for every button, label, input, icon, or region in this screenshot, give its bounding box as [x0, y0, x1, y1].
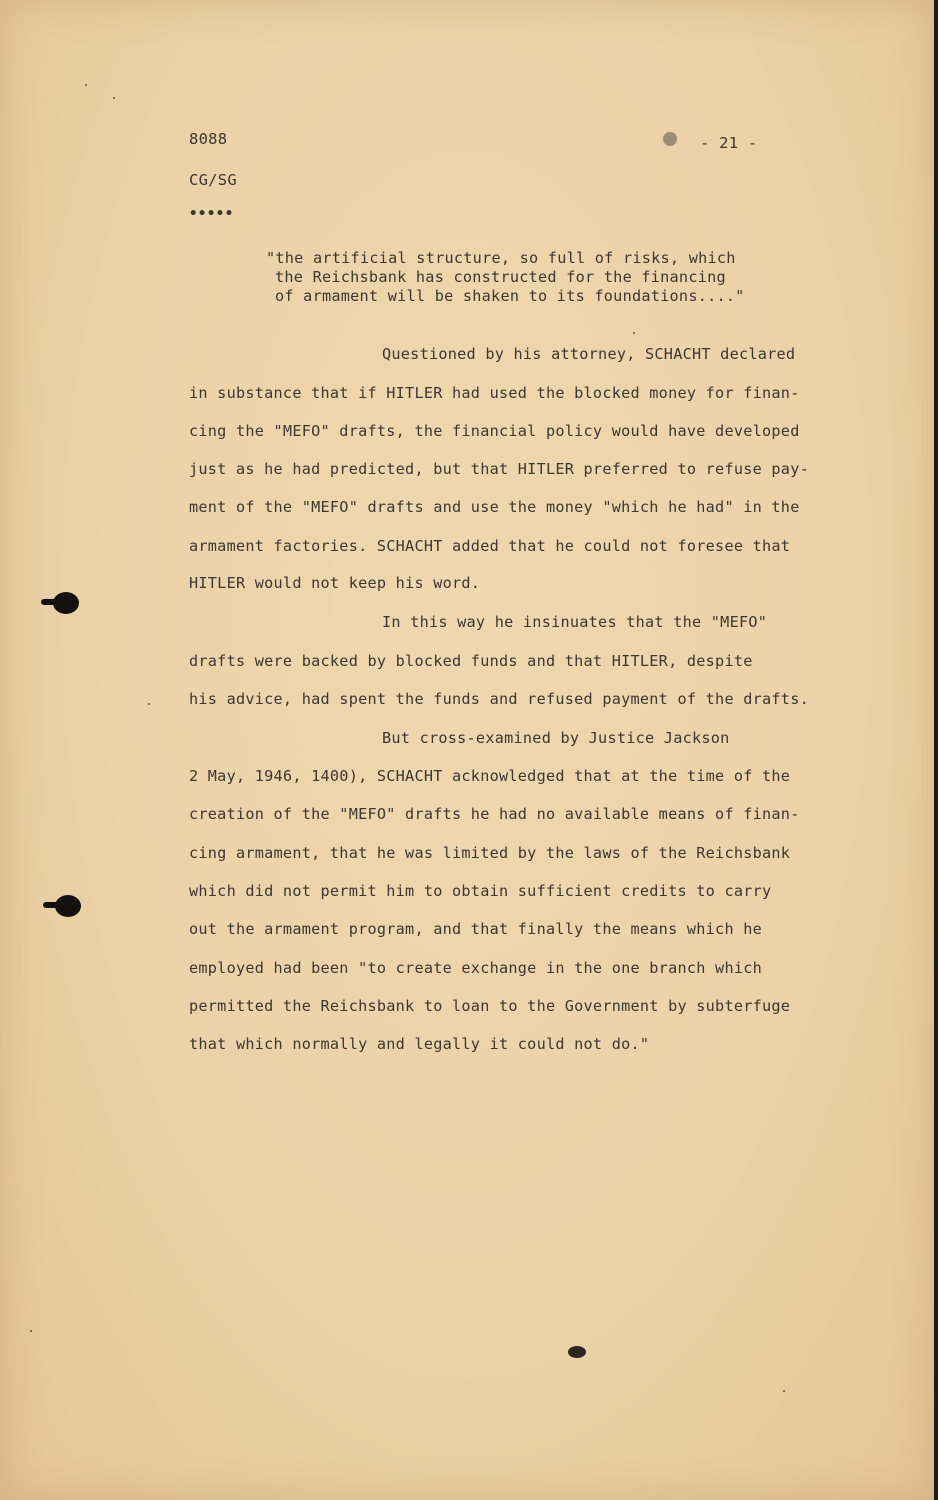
paragraph-line: that which normally and legally it could not do.": [189, 1035, 650, 1053]
paragraph-line: out the armament program, and that finally the means which he: [189, 920, 763, 938]
page-edge: [934, 0, 938, 1500]
paragraph-line: permitted the Reichsbank to loan to the Government by subterfuge: [189, 997, 791, 1015]
paper-speck: [85, 84, 87, 86]
page-number: - 21 -: [700, 134, 758, 152]
paragraph-line: cing armament, that he was limited by the laws of the Reichsbank: [189, 844, 791, 862]
paragraph-line: ment of the "MEFO" drafts and use the money "which he had" in the: [189, 498, 800, 516]
ink-smudge: [663, 132, 677, 146]
paragraph-line: 2 May, 1946, 1400), SCHACHT acknowledged that at the time of the: [189, 767, 791, 785]
paper-speck: [30, 1330, 32, 1332]
paragraph-line: in substance that if HITLER had used the blocked money for finan-: [189, 384, 800, 402]
paragraph-line: In this way he insinuates that the "MEFO": [382, 613, 768, 631]
paragraph-line: creation of the "MEFO" drafts he had no available means of finan-: [189, 805, 800, 823]
document-number: 8088: [189, 130, 228, 148]
paragraph-line: drafts were backed by blocked funds and that HITLER, despite: [189, 652, 753, 670]
paper-speck: [633, 332, 635, 334]
paragraph-line: HITLER would not keep his word.: [189, 574, 481, 592]
punch-hole: [55, 895, 81, 917]
paper-speck: [113, 97, 115, 99]
quote-line: the Reichsbank has constructed for the financing: [275, 268, 726, 286]
paragraph-line: Questioned by his attorney, SCHACHT declared: [382, 345, 796, 363]
quote-line: "the artificial structure, so full of risks, which: [266, 249, 736, 267]
paragraph-line: which did not permit him to obtain sufficient credits to carry: [189, 882, 772, 900]
paper-speck: [783, 1390, 785, 1392]
paragraph-line: his advice, had spent the funds and refused payment of the drafts.: [189, 690, 809, 708]
ink-blot: [568, 1346, 586, 1358]
paragraph-line: cing the "MEFO" drafts, the financial policy would have developed: [189, 422, 800, 440]
punch-hole: [53, 592, 79, 614]
paragraph-line: armament factories. SCHACHT added that he could not foresee that: [189, 537, 791, 555]
paragraph-line: employed had been "to create exchange in the one branch which: [189, 959, 763, 977]
paragraph-line: But cross-examined by Justice Jackson: [382, 729, 730, 747]
section-code: CG/SG: [189, 171, 237, 189]
quote-line: of armament will be shaken to its foundations....": [275, 287, 745, 305]
paragraph-line: just as he had predicted, but that HITLER preferred to refuse pay-: [189, 460, 809, 478]
paper-speck: [148, 703, 150, 705]
continuation-dots: •••••: [189, 206, 234, 222]
